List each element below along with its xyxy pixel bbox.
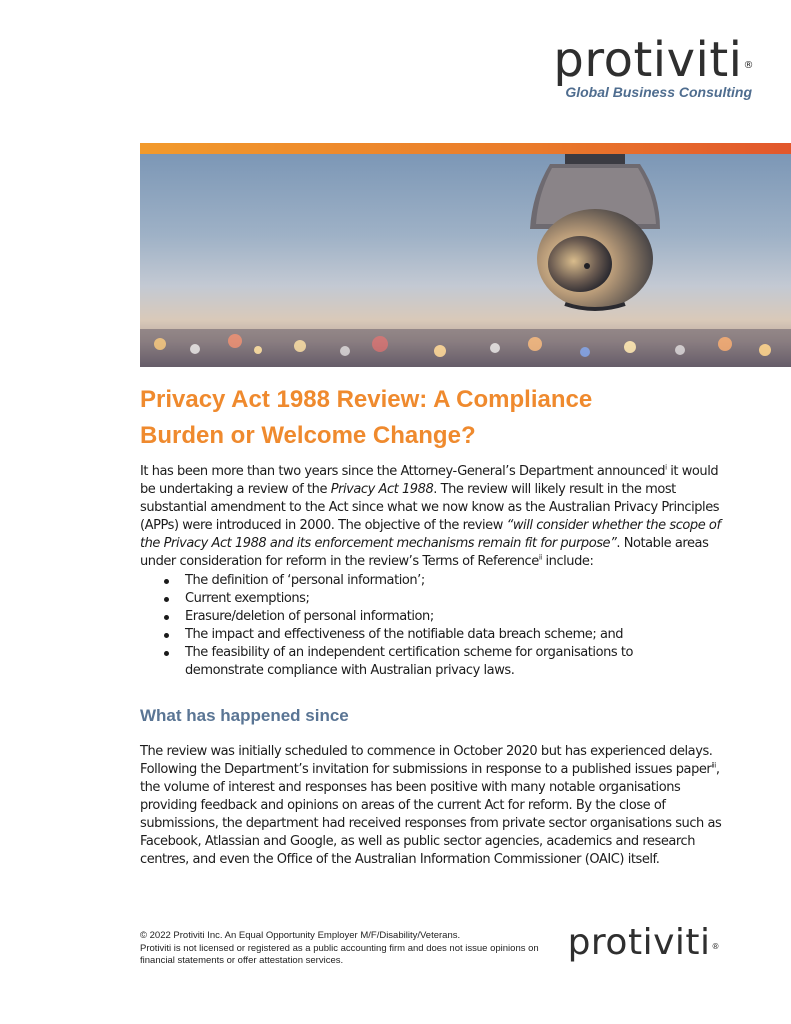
intro-text-1: It has been more than two years since the Attorney-General’s Department announced xyxy=(140,464,666,479)
section-heading: What has happened since xyxy=(140,706,349,725)
logo-text: protiviti xyxy=(553,32,743,88)
footer-logo-wordmark xyxy=(568,922,720,964)
title-line-1: Privacy Act 1988 Review: A Compliance xyxy=(140,386,593,413)
list-item: The definition of ‘personal information’; xyxy=(140,572,700,590)
logo-tagline: Global Business Consulting xyxy=(565,84,752,100)
act-name: Privacy Act 1988 xyxy=(330,482,434,497)
registered-mark: ® xyxy=(743,60,754,71)
footnote-ref-iii: iii xyxy=(711,761,716,770)
security-camera-dome-icon xyxy=(140,154,791,367)
banner-accent-stripe xyxy=(140,143,791,154)
footer-logo xyxy=(568,922,720,964)
intro-text-3: . The review will likely result in the most substantial amendment to the Act since what we now know as the Australian Privacy Principles (APPs) were introduced in 2000. The objective of the review xyxy=(140,482,720,533)
intro-text-5: include: xyxy=(541,554,594,569)
footnote-ref-i: i xyxy=(665,463,667,472)
section-text-2: , the volume of interest and responses has been positive with many notable organisations providing feedback and opinions on areas of the current Act for reform. By the close of submissions, the department had received responses from private sector organisations such as Facebook, Atlassian and Google, as well as public sector agencies, academics and research centres, and even the Office of the Australian Information Commissioner (OAIC) itself. xyxy=(140,762,722,867)
footer-disclaimer xyxy=(140,930,540,968)
list-item: Current exemptions; xyxy=(140,590,700,608)
footer-copyright: © 2022 Protiviti Inc. An Equal Opportunity Employer M/F/Disability/Veterans. xyxy=(140,930,461,941)
intro-paragraph xyxy=(140,463,730,571)
list-item: The feasibility of an independent certification scheme for organisations to demonstrate compliance with Australian privacy laws. xyxy=(140,644,700,680)
hero-image xyxy=(140,154,791,367)
footer-license-note: Protiviti is not licensed or registered as a public accounting firm and does not issue opinions on financial statements or offer attestation services. xyxy=(140,942,539,966)
footer-logo-text: protiviti xyxy=(567,922,711,963)
review-objective-quote: “will consider whether the scope of the Privacy Act 1988 and its enforcement mechanisms remain fit for purpose” xyxy=(140,518,721,551)
footnote-ref-ii: ii xyxy=(538,553,542,562)
footer-registered-mark: ® xyxy=(711,942,720,951)
article-title xyxy=(140,382,700,454)
title-line-2: Burden or Welcome Change? xyxy=(140,422,476,449)
logo-wordmark xyxy=(553,34,754,86)
list-item: Erasure/deletion of personal information; xyxy=(140,608,700,626)
intro-text-4: . Notable areas under consideration for reform in the review’s Terms of Reference xyxy=(140,536,709,569)
list-item: The impact and effectiveness of the notifiable data breach scheme; and xyxy=(140,626,700,644)
intro-text-2: it would be undertaking a review of the xyxy=(140,464,719,497)
section-paragraph xyxy=(140,743,730,869)
section-text-1: The review was initially scheduled to commence in October 2020 but has experienced delays. Following the Department’s invitation for submissions in response to a published issues paper xyxy=(140,744,713,777)
header-logo xyxy=(553,34,754,100)
reform-areas-list xyxy=(140,572,700,680)
